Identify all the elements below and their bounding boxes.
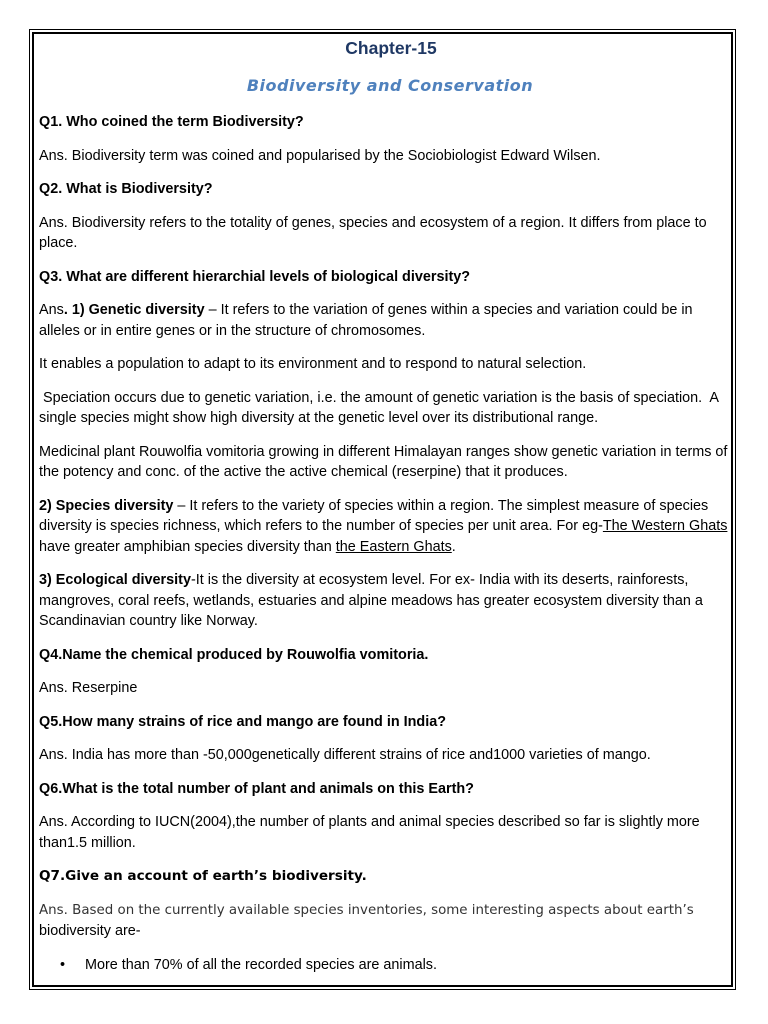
species-diversity-mid: have greater amphibian species diversity than — [39, 538, 336, 555]
answer-7 — [39, 900, 729, 942]
species-diversity-text: – It refers to the variety of species within a region. The simplest measure of species diversity is species richness, which refers to the number of species per unit area. For eg- — [39, 497, 709, 534]
question-5: Q5.How many strains of rice and mango are found in India? — [39, 713, 446, 730]
bullet-icon: • — [60, 956, 66, 973]
ecological-diversity-text: -It is the diversity at ecosystem level. For ex- India with its deserts, rainforests, mangroves, coral reefs, wetlands, estuaries and alpine meadows has greater ecosystem diversity than a Scandinavian country like Norway. — [39, 572, 703, 629]
question-1: Q1. Who coined the term Biodiversity? — [39, 114, 304, 130]
answer-1: Ans. Biodiversity term was coined and popularised by the Sociobiologist Edward Wilsen. — [39, 147, 601, 164]
document-body — [39, 38, 729, 975]
genetic-diversity-paragraph-3: Speciation occurs due to genetic variation, i.e. the amount of genetic variation is the basis of speciation. A single species might show high diversity at the genetic level over its distributional range. — [39, 389, 723, 426]
question-3: Q3. What are different hierarchial levels of biological diversity? — [39, 268, 471, 285]
question-6: Q6.What is the total number of plant and animals on this Earth? — [39, 780, 474, 797]
answer-prefix-dot: . — [63, 302, 72, 318]
genetic-diversity-paragraph-2: It enables a population to adapt to its environment and to respond to natural selection. — [39, 356, 587, 372]
question-4: Q4.Name the chemical produced by Rouwolfia vomitoria. — [39, 646, 429, 663]
chapter-heading: Chapter-15 — [345, 38, 437, 58]
answer-5: Ans. India has more than -50,000genetically different strains of rice and1000 varieties of mango. — [39, 747, 651, 763]
answer-3-ecological — [39, 570, 729, 632]
answer-2: Ans. Biodiversity refers to the totality of genes, species and ecosystem of a region. It differs from place to place. — [39, 214, 707, 251]
answer-7-line-2: biodiversity are- — [39, 923, 141, 939]
species-diversity-heading: 2) Species diversity — [39, 497, 174, 514]
list-item — [39, 955, 729, 976]
answer-7-line-1: Ans. Based on the currently available species inventories, some interesting aspects about earth’s — [39, 902, 694, 918]
ecological-diversity-heading: 3) Ecological diversity — [39, 572, 191, 588]
question-7: Q7.Give an account of earth’s biodiversity. — [39, 868, 367, 884]
chapter-title: Biodiversity and Conservation — [246, 76, 534, 95]
list-item-text: More than 70% of all the recorded species are animals. — [85, 956, 437, 973]
answer-4: Ans. Reserpine — [39, 680, 138, 696]
answer-6: Ans. According to IUCN(2004),the number of plants and animal species described so far is slightly more than1.5 million. — [39, 814, 700, 851]
genetic-diversity-paragraph-4: Medicinal plant Rouwolfia vomitoria growing in different Himalayan ranges show genetic variation in terms of the potency and conc. of the active the active chemical (reserpine) that it produces. — [39, 443, 728, 480]
question-2: Q2. What is Biodiversity? — [39, 181, 213, 197]
genetic-diversity-text: – It refers to the variation of genes within a species and variation could be in alleles or in entire genes or in the structure of chromosomes. — [39, 302, 693, 339]
eastern-ghats-underlined: the Eastern Ghats — [335, 538, 452, 555]
answer-3-genetic — [39, 300, 729, 341]
genetic-diversity-heading: 1) Genetic diversity — [71, 302, 205, 318]
western-ghats-underlined: The Western Ghats — [602, 518, 728, 534]
biodiversity-facts-list — [39, 955, 729, 976]
answer-prefix: Ans — [39, 302, 64, 318]
species-diversity-end: . — [451, 538, 456, 555]
answer-3-species — [39, 496, 729, 558]
